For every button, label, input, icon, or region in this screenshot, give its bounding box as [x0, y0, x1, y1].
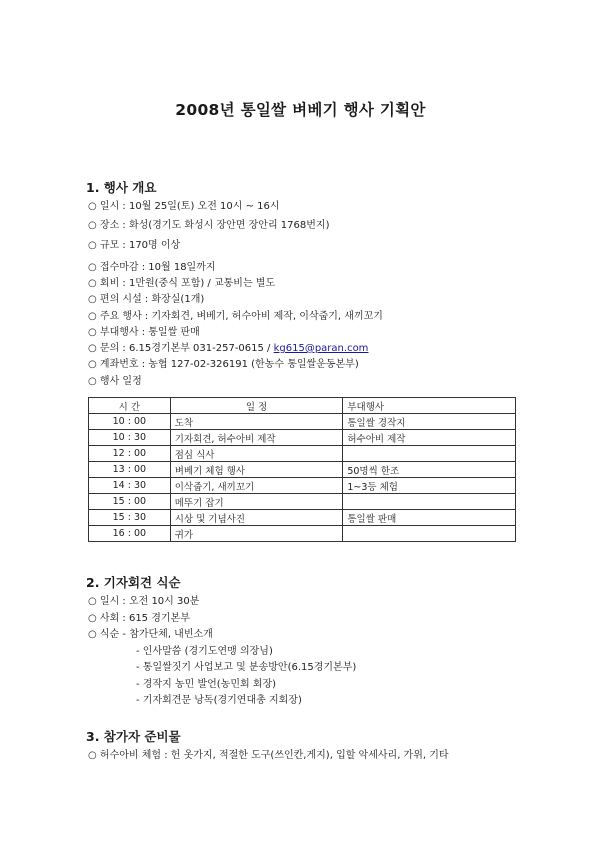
- section-heading-press-conference: 2. 기자회견 식순: [86, 575, 181, 590]
- list-item-date: ○ 일시 : 10월 25일(토) 오전 10시 ~ 16시: [88, 201, 280, 212]
- cell-time: 16 : 00: [89, 526, 171, 542]
- cell-side-event: 1~3등 체험: [343, 478, 516, 494]
- cell-time: 13 : 00: [89, 462, 171, 478]
- table-header-row: [89, 398, 516, 414]
- cell-side-event: [343, 526, 516, 542]
- cell-side-event: [343, 494, 516, 510]
- list-item-host: ○ 사회 : 615 경기본부: [88, 613, 190, 624]
- page-title: 2008년 통일쌀 벼베기 행사 기획안: [175, 101, 426, 119]
- list-item-deadline: ○ 접수마감 : 10월 18일까지: [88, 262, 216, 273]
- order-sub-item: - 통일쌀짓기 사업보고 및 분송방안(6.15경기본부): [136, 662, 357, 673]
- cell-side-event: 통일쌀 판매: [343, 510, 516, 526]
- list-item-fee: ○ 회비 : 1만원(중식 포함) / 교통비는 별도: [88, 278, 276, 289]
- cell-time: 15 : 30: [89, 510, 171, 526]
- list-item-location: ○ 장소 : 화성(경기도 화성시 장안면 장안리 1768번지): [88, 220, 330, 231]
- section-heading-supplies: 3. 참가자 준비물: [86, 729, 181, 744]
- list-item-side-events: ○ 부대행사 : 통일쌀 판매: [88, 327, 200, 338]
- contact-text: ○ 문의 : 6.15경기본부 031-257-0615 /: [88, 343, 274, 354]
- cell-plan: 메뚜기 잡기: [170, 494, 343, 510]
- cell-plan: 점심 식사: [170, 446, 343, 462]
- table-row: [89, 510, 516, 526]
- list-item-facilities: ○ 편의 시설 : 화장실(1개): [88, 294, 205, 305]
- column-header-side-event: 부대행사: [343, 398, 516, 414]
- order-sub-item: - 인사말씀 (경기도연맹 의장님): [136, 646, 273, 657]
- list-item-contact: [88, 343, 368, 355]
- cell-plan: 벼베기 체험 행사: [170, 462, 343, 478]
- cell-side-event: 50명씩 한조: [343, 462, 516, 478]
- cell-plan: 기자회견, 허수아비 제작: [170, 430, 343, 446]
- cell-plan: 이삭줍기, 새끼꼬기: [170, 478, 343, 494]
- list-item-account: ○ 계좌번호 : 농협 127-02-326191 (한농수 통일쌀운동본부): [88, 359, 359, 370]
- schedule-table: [88, 397, 516, 542]
- table-row: [89, 526, 516, 542]
- list-item-scale: ○ 규모 : 170명 이상: [88, 240, 181, 251]
- cell-side-event: 통일쌀 경작지: [343, 414, 516, 430]
- cell-time: 12 : 00: [89, 446, 171, 462]
- table-row: [89, 414, 516, 430]
- list-item-supplies: ○ 허수아비 체험 : 헌 옷가지, 적절한 도구(쓰인칸,게지), 입할 악세사리, 가위, 기타: [88, 750, 449, 761]
- order-sub-item: - 기자회견문 낭독(경기연대총 지회장): [136, 695, 302, 706]
- list-item-press-time: ○ 일시 : 오전 10시 30분: [88, 596, 200, 607]
- cell-plan: 귀가: [170, 526, 343, 542]
- list-item-order: ○ 식순 - 참가단체, 내빈소개: [88, 629, 213, 640]
- order-sub-item: - 경작지 농민 발언(농민회 회장): [136, 679, 277, 690]
- list-item-schedule-label: ○ 행사 일정: [88, 376, 142, 387]
- cell-side-event: [343, 446, 516, 462]
- cell-side-event: 허수아비 제작: [343, 430, 516, 446]
- table-row: [89, 462, 516, 478]
- table-row: [89, 478, 516, 494]
- cell-plan: 시상 및 기념사진: [170, 510, 343, 526]
- contact-email-link[interactable]: kg615@paran.com: [273, 343, 369, 354]
- cell-time: 10 : 00: [89, 414, 171, 430]
- column-header-time: 시 간: [89, 398, 171, 414]
- column-header-plan: 일 정: [170, 398, 343, 414]
- table-row: [89, 430, 516, 446]
- table-row: [89, 494, 516, 510]
- cell-time: 10 : 30: [89, 430, 171, 446]
- cell-plan: 도착: [170, 414, 343, 430]
- list-item-main-events: ○ 주요 행사 : 기자회견, 벼베기, 허수아비 제작, 이삭줍기, 새끼꼬기: [88, 311, 383, 322]
- table-row: [89, 446, 516, 462]
- section-heading-overview: 1. 행사 개요: [86, 180, 157, 195]
- cell-time: 15 : 00: [89, 494, 171, 510]
- cell-time: 14 : 30: [89, 478, 171, 494]
